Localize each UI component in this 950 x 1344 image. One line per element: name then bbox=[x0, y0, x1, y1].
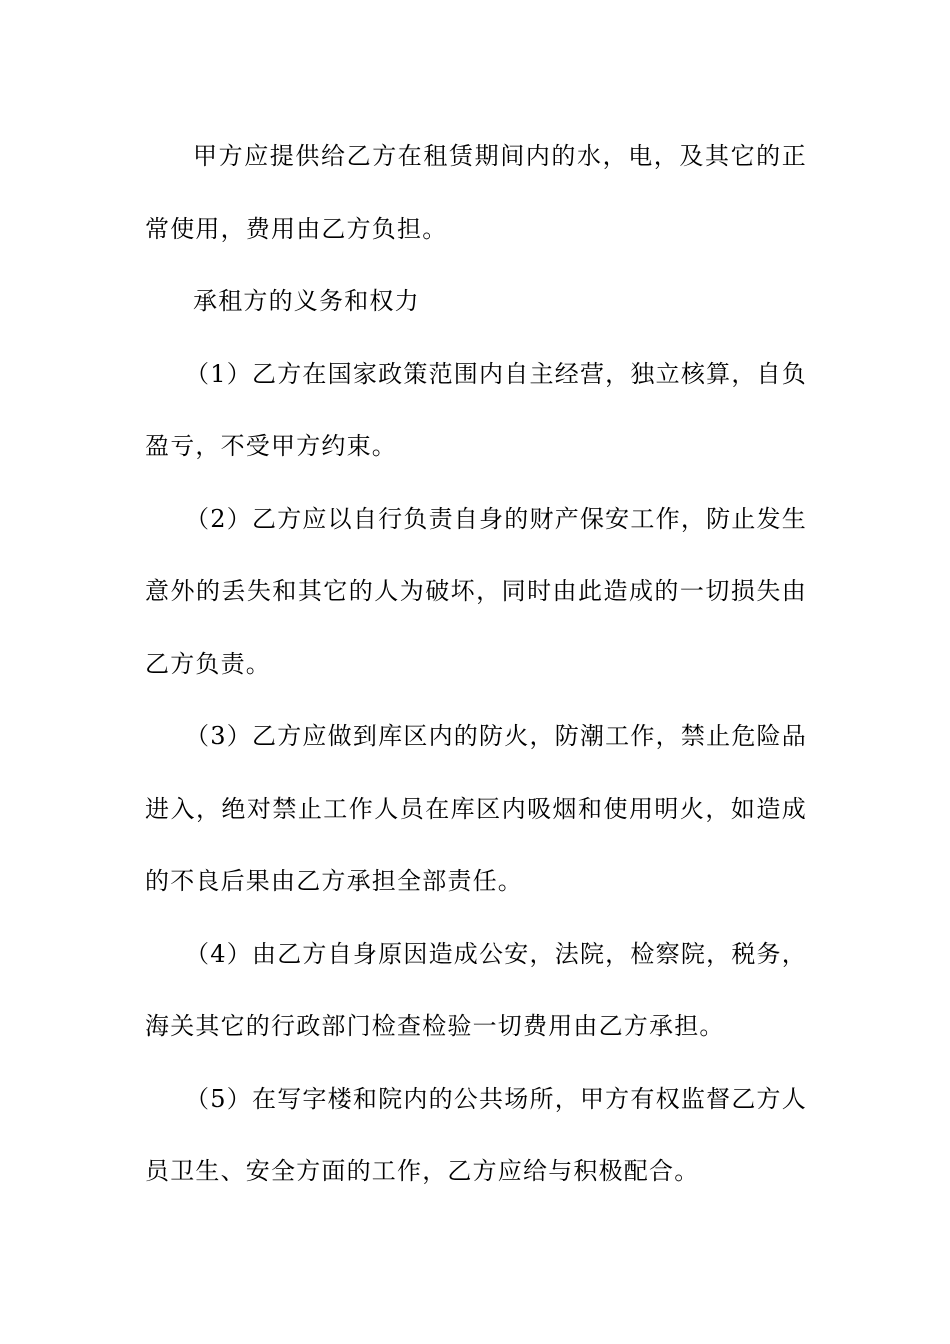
clause-1: （1）乙方在国家政策范围内自主经营，独立核算，自负盈亏，不受甲方约束。 bbox=[145, 359, 807, 460]
clause-2: （2）乙方应以自行负责自身的财产保安工作，防止发生意外的丢失和其它的人为破坏，同时由此造成的一切损失由乙方负责。 bbox=[145, 504, 807, 678]
clause-4: （4）由乙方自身原因造成公安，法院，检察院，税务，海关其它的行政部门检查检验一切费用由乙方承担。 bbox=[145, 939, 807, 1040]
paragraph-utilities: 甲方应提供给乙方在租赁期间内的水，电，及其它的正常使用，费用由乙方负担。 bbox=[145, 142, 807, 243]
section-heading-lessee-obligations: 承租方的义务和权力 bbox=[193, 287, 420, 315]
clause-5: （5）在写字楼和院内的公共场所，甲方有权监督乙方人员卫生、安全方面的工作，乙方应给与积极配合。 bbox=[145, 1084, 807, 1185]
clause-3: （3）乙方应做到库区内的防火，防潮工作，禁止危险品进入，绝对禁止工作人员在库区内吸烟和使用明火，如造成的不良后果由乙方承担全部责任。 bbox=[145, 722, 807, 895]
document-page bbox=[145, 120, 807, 1208]
